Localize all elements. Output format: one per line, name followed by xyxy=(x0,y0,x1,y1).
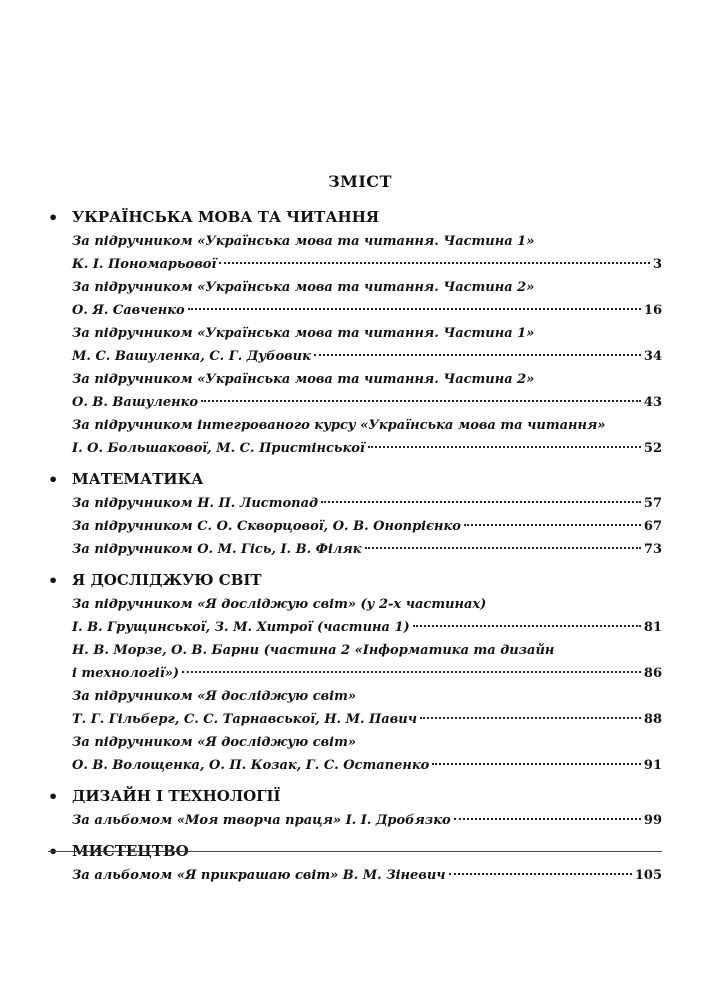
entry-source-line: За підручником «Українська мова та читання. Частина 2» xyxy=(72,372,535,387)
section-heading xyxy=(48,204,662,230)
entry-author-text: І. В. Грущинської, З. М. Хитрої (частина 1) xyxy=(72,620,410,635)
entry-author-text: М. С. Вашуленка, С. Г. Дубовик xyxy=(72,349,311,364)
toc-section xyxy=(48,204,662,460)
dot-leader xyxy=(321,501,641,503)
page-number: 43 xyxy=(643,395,662,410)
bullet-icon: • xyxy=(48,786,59,806)
dot-leader xyxy=(188,308,641,310)
toc-entry[interactable] xyxy=(72,322,662,368)
dot-leader xyxy=(454,818,641,820)
entry-author-row xyxy=(72,864,662,887)
entry-source-line: За підручником «Я досліджую світ» (у 2-х частинах) xyxy=(72,597,487,612)
entry-author-text: За підручником Н. П. Листопад xyxy=(72,496,319,511)
toc-section xyxy=(48,466,662,561)
dot-leader xyxy=(420,717,641,719)
entry-author-row xyxy=(72,391,662,414)
section-heading-text: УКРАЇНСЬКА МОВА ТА ЧИТАННЯ xyxy=(72,208,380,226)
entry-author-row xyxy=(72,299,662,322)
entry-author-row xyxy=(72,809,662,832)
entry-author-row xyxy=(72,253,662,276)
page-number: 52 xyxy=(643,441,662,456)
entry-author-row xyxy=(72,708,662,731)
toc-entry[interactable] xyxy=(72,368,662,414)
section-heading-text: Я ДОСЛІДЖУЮ СВІТ xyxy=(72,571,262,589)
bullet-icon: • xyxy=(48,207,59,227)
entry-source-line: За підручником «Я досліджую світ» xyxy=(72,689,356,704)
entry-author-row xyxy=(72,437,662,460)
page-number: 88 xyxy=(643,712,662,727)
entry-author-row xyxy=(72,754,662,777)
dot-leader xyxy=(365,547,641,549)
entry-author-row xyxy=(72,538,662,561)
entry-source-line: За підручником «Українська мова та читання. Частина 2» xyxy=(72,280,535,295)
bullet-icon: • xyxy=(48,469,59,489)
entry-author-row xyxy=(72,616,662,639)
dot-leader xyxy=(314,354,641,356)
page-number: 73 xyxy=(643,542,662,557)
dot-leader xyxy=(219,262,650,264)
entry-author-text: О. Я. Савченко xyxy=(72,303,185,318)
entry-author-row xyxy=(72,662,662,685)
dot-leader xyxy=(464,524,641,526)
entry-source-line: За підручником «Я досліджую світ» xyxy=(72,735,356,750)
dot-leader xyxy=(432,763,641,765)
page-number: 105 xyxy=(634,868,662,883)
entry-author-row xyxy=(72,515,662,538)
toc-entry[interactable] xyxy=(72,685,662,731)
page-number: 34 xyxy=(643,349,662,364)
toc-entry[interactable] xyxy=(72,276,662,322)
section-heading xyxy=(48,783,662,809)
entry-author-text: О. В. Волощенка, О. П. Козак, Г. С. Остапенко xyxy=(72,758,430,773)
entry-author-text: і технології») xyxy=(72,666,180,681)
section-heading xyxy=(48,466,662,492)
entry-author-text: О. В. Вашуленко xyxy=(72,395,199,410)
page-number: 16 xyxy=(643,303,662,318)
dot-leader xyxy=(201,400,641,402)
entry-author-text: За підручником С. О. Скворцової, О. В. Онопрієнко xyxy=(72,519,461,534)
section-heading-text: МИСТЕЦТВО xyxy=(72,842,189,860)
toc-entry[interactable] xyxy=(72,809,662,832)
toc-entry[interactable] xyxy=(72,538,662,561)
page-number: 81 xyxy=(643,620,662,635)
page-number: 91 xyxy=(643,758,662,773)
dot-leader xyxy=(413,625,641,627)
entry-source-line: За підручником інтегрованого курсу «Українська мова та читання» xyxy=(72,418,606,433)
page-number: 99 xyxy=(643,813,662,828)
toc-entry[interactable] xyxy=(72,639,662,685)
toc-section xyxy=(48,567,662,777)
dot-leader xyxy=(368,446,641,448)
section-heading-text: ДИЗАЙН І ТЕХНОЛОГІЇ xyxy=(72,787,281,805)
entry-author-text: За альбомом «Моя творча праця» І. І. Дробязко xyxy=(72,813,451,828)
toc-entry[interactable] xyxy=(72,515,662,538)
toc-entry[interactable] xyxy=(72,731,662,777)
dot-leader xyxy=(449,873,632,875)
bottom-divider xyxy=(48,851,662,852)
dot-leader xyxy=(182,671,641,673)
toc-entry[interactable] xyxy=(72,864,662,887)
toc-section xyxy=(48,838,662,887)
section-heading xyxy=(48,567,662,593)
page-number: 67 xyxy=(643,519,662,534)
section-heading-text: МАТЕМАТИКА xyxy=(72,470,204,488)
bullet-icon: • xyxy=(48,570,59,590)
entry-author-text: За альбомом «Я прикрашаю світ» В. М. Зіневич xyxy=(72,868,446,883)
entry-source-line: За підручником «Українська мова та читання. Частина 1» xyxy=(72,326,535,341)
toc-entry[interactable] xyxy=(72,593,662,639)
entry-author-text: К. І. Пономарьової xyxy=(72,257,217,272)
table-of-contents xyxy=(48,204,662,893)
entry-author-text: Т. Г. Гільберг, С. С. Тарнавської, Н. М. Павич xyxy=(72,712,418,727)
toc-entry[interactable] xyxy=(72,492,662,515)
page-title: ЗМІСТ xyxy=(328,172,392,191)
bullet-icon: • xyxy=(48,841,59,861)
entry-author-row xyxy=(72,345,662,368)
entry-author-text: За підручником О. М. Гісь, І. В. Філяк xyxy=(72,542,362,557)
entry-source-line: За підручником «Українська мова та читання. Частина 1» xyxy=(72,234,535,249)
page-number: 86 xyxy=(643,666,662,681)
entry-author-row xyxy=(72,492,662,515)
toc-entry[interactable] xyxy=(72,414,662,460)
entry-author-text: І. О. Большакової, М. С. Пристінської xyxy=(72,441,365,456)
toc-entry[interactable] xyxy=(72,230,662,276)
toc-section xyxy=(48,783,662,832)
page-number: 3 xyxy=(652,257,662,272)
page-number: 57 xyxy=(643,496,662,511)
entry-source-line: Н. В. Морзе, О. В. Барни (частина 2 «Інформатика та дизайн xyxy=(72,643,555,658)
